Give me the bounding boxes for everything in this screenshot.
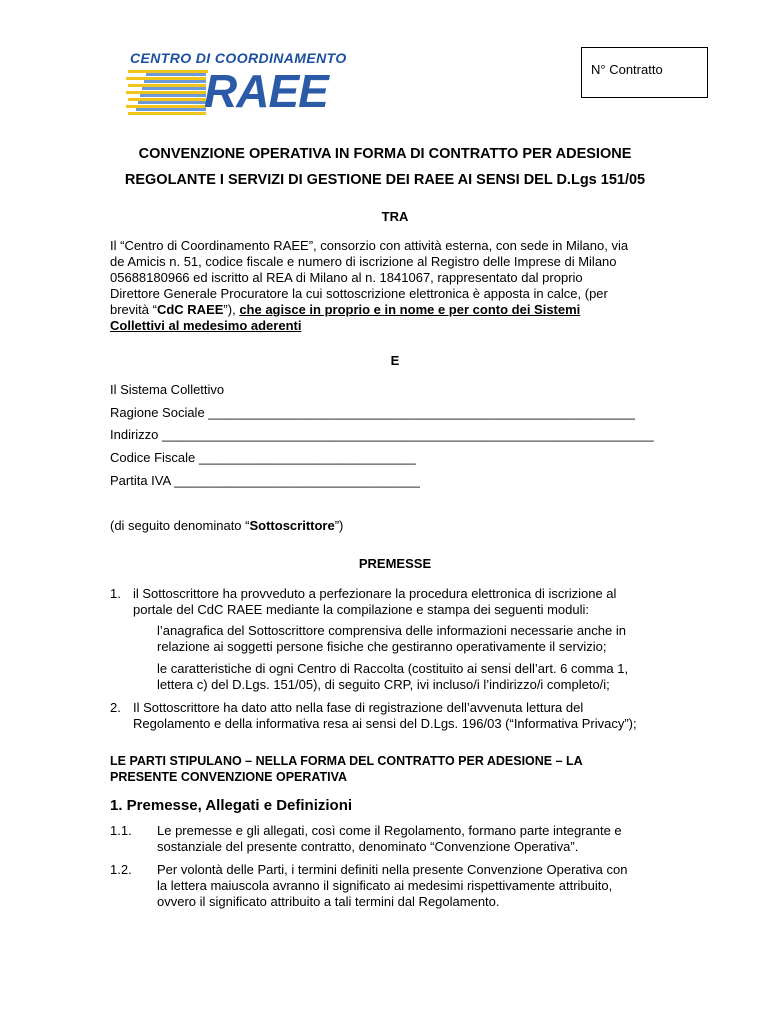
stipulano-line: PRESENTE CONVENZIONE OPERATIVA [110,770,348,784]
premessa-line: portale del CdC RAEE mediante la compilazione e stampa dei seguenti moduli: [133,602,589,617]
intro-line [110,302,680,318]
premessa-line: il Sottoscrittore ha provveduto a perfezionare la procedura elettronica di iscrizione al [133,586,617,601]
intro-line: Il “Centro di Coordinamento RAEE”, consorzio con attività esterna, con sede in Milano, via [110,238,629,253]
clause-line: sostanziale del presente contratto, denominato “Convenzione Operativa”. [157,839,579,854]
contract-number-box[interactable] [581,47,708,98]
premessa-1-sub-1 [157,623,679,655]
clause-1-1-text [157,823,679,855]
denominato-line [110,518,343,533]
clause-line: Per volontà delle Parti, i termini definiti nella presente Convenzione Operativa con [157,862,628,877]
intro-line: Direttore Generale Procuratore la cui sottoscrizione elettronica è apposta in calce, (per [110,286,608,301]
e-heading: E [390,353,400,368]
intro-line: 05688180966 ed iscritto al REA di Milano al n. 1841067, rappresentato dal proprio [110,270,583,285]
sottoscrittore-term: Sottoscrittore [249,518,335,533]
intro-underlined-text: che agisce in proprio e in nome e per conto dei Sistemi [239,302,581,317]
intro-paragraph [110,238,680,334]
partita-iva-field[interactable]: Partita IVA __________________________________ [110,473,420,488]
clause-1-2-text [157,862,679,910]
denominato-text: ”) [334,518,344,533]
sub-line: lettera c) del D.Lgs. 151/05), di seguito CRP, ivi incluso/i l’indirizzo/i completo/i; [157,677,610,692]
contract-number-label: N° Contratto [591,62,663,77]
premessa-2-text [133,700,679,732]
clause-line: ovvero il significato attribuito a tali termini dal Regolamento. [157,894,500,909]
premessa-line: Il Sottoscrittore ha dato atto nella fase di registrazione dell’avvenuta lettura del [133,700,584,715]
logo-brand-text: RAEE [204,65,328,117]
indirizzo-field[interactable]: Indirizzo ____________________________________________________________________ [110,427,654,442]
sub-line: le caratteristiche di ogni Centro di Raccolta (costituito ai sensi dell’art. 6 comma 1, [157,661,629,676]
raee-logo [126,50,347,118]
intro-text: brevità “ [110,302,157,317]
sub-line: relazione ai soggetti persone fisiche che gestiranno operativamente il servizio; [157,639,607,654]
codice-fiscale-field[interactable]: Codice Fiscale ______________________________ [110,450,416,465]
title-line-1: CONVENZIONE OPERATIVA IN FORMA DI CONTRATTO PER ADESIONE [138,146,632,162]
sistema-collettivo-label: Il Sistema Collettivo [110,382,225,397]
title-line-2: REGOLANTE I SERVIZI DI GESTIONE DEI RAEE AI SENSI DEL D.Lgs 151/05 [124,172,646,188]
stipulano-line: LE PARTI STIPULANO – NELLA FORMA DEL CONTRATTO PER ADESIONE – LA [110,754,583,768]
tra-heading: TRA [381,209,409,224]
intro-text: ”), [223,302,240,317]
premesse-heading: PREMESSE [358,556,432,571]
premessa-1-sub-2 [157,661,679,693]
section-1-heading: 1. Premesse, Allegati e Definizioni [110,797,353,814]
clause-line: la lettera maiuscola avranno il significato ai medesimi rispettivamente attribuito, [157,878,613,893]
intro-line: de Amicis n. 51, codice fiscale e numero di iscrizione al Registro delle Imprese di Milano [110,254,617,269]
clause-line: Le premesse e gli allegati, così come il Regolamento, formano parte integrante e [157,823,622,838]
ragione-sociale-field[interactable]: Ragione Sociale ___________________________________________________________ [110,405,635,420]
intro-underlined-text: Collettivi al medesimo aderenti [110,318,302,333]
stipulano-heading [110,753,680,785]
premessa-1-text [133,586,679,618]
cdc-raee-term: CdC RAEE [156,302,224,317]
logo-top-text: CENTRO DI COORDINAMENTO [130,50,347,66]
premessa-line: Regolamento e della informativa resa ai sensi del D.Lgs. 196/03 (“Informativa Privacy”); [133,716,637,731]
clause-1-1-number: 1.1. [110,823,132,838]
sub-line: l’anagrafica del Sottoscrittore comprensiva delle informazioni necessarie anche in [157,623,626,638]
clause-1-2-number: 1.2. [110,862,132,877]
denominato-text: (di seguito denominato “ [110,518,250,533]
premessa-1-number: 1. [110,586,121,601]
premessa-2-number: 2. [110,700,121,715]
